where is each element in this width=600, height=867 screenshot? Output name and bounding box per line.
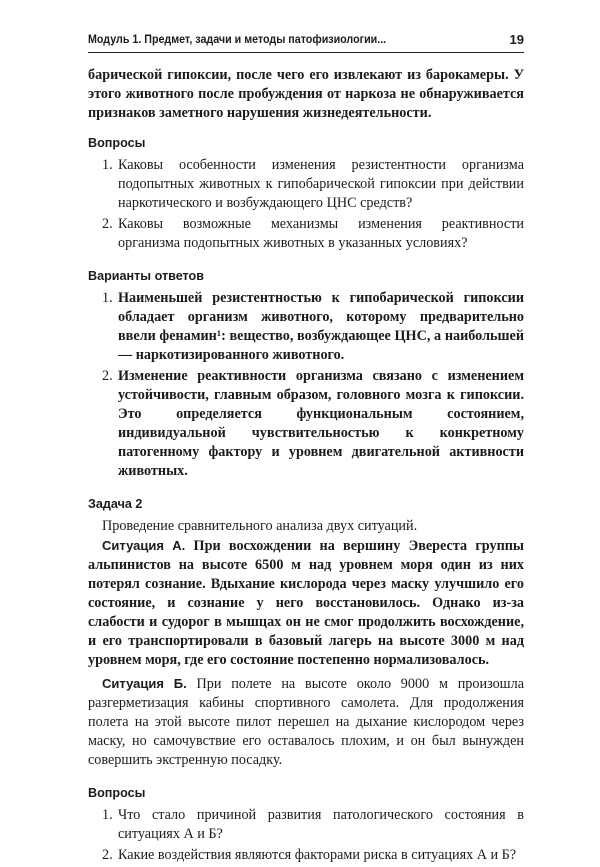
questions-list: [88, 156, 524, 253]
questions2-list: [88, 806, 524, 865]
answers-heading: Варианты ответов: [88, 269, 204, 283]
item-text: Какие воздействия являются факторами риска в ситуациях А и Б?: [118, 847, 517, 863]
item-text: Каковы возможные механизмы изменения реактивности организма подопытных животных в указанных условиях?: [118, 216, 524, 251]
page-body: [88, 66, 524, 867]
item-number: 1.: [102, 290, 113, 306]
list-item: [88, 156, 524, 213]
page-header: [88, 30, 524, 53]
page-number: 19: [509, 32, 524, 47]
item-text: Изменение реактивности организма связано с изменением устойчивости, главным образом, головного мозга к гипоксии. Это определяется функциональным состоянием, индивидуальной чувствительностью к конкретному патогенному фактору и уровнем двигательной активности животных.: [118, 368, 524, 479]
situation-b-paragraph: [88, 674, 524, 770]
item-number: 2.: [102, 368, 113, 384]
item-number: 1.: [102, 157, 113, 173]
item-text: Что стало причиной развития патологического состояния в ситуациях А и Б?: [118, 807, 524, 842]
situation-a-text: При восхождении на вершину Эвереста группы альпинистов на высоте 6500 м над уровнем моря один из них потерял сознание. Вдыхание кислорода через маску улучшило его состояние, и сознание у него восстановилось. Однако из-за слабости и судорог в мышцах он не смог продолжить восхождение, и его транспортировали в базовый лагерь на высоте 3000 м над уровнем моря, где его состояние постепенно нормализовалось.: [88, 538, 524, 668]
item-number: 2.: [102, 847, 113, 863]
task2-intro: Проведение сравнительного анализа двух ситуаций.: [102, 518, 418, 534]
task2-heading: Задача 2: [88, 497, 143, 511]
questions-heading: Вопросы: [88, 136, 146, 150]
list-item: [88, 289, 524, 365]
situation-a-label: Ситуация А.: [102, 538, 186, 553]
situation-b-label: Ситуация Б.: [102, 676, 187, 691]
item-text: Наименьшей резистентностью к гипобарической гипоксии обладает организм животного, которому предварительно ввели фенамин¹: вещество, возбуждающее ЦНС, а наибольшей — наркотизированного животного.: [118, 290, 524, 363]
list-item: [88, 846, 524, 865]
list-item: [88, 806, 524, 844]
list-item: [88, 215, 524, 253]
item-text: Каковы особенности изменения резистентности организма подопытных животных к гипобарической гипоксии при действии наркотического и возбуждающего ЦНС средств?: [118, 157, 524, 211]
item-number: 1.: [102, 807, 113, 823]
intro-paragraph: барической гипоксии, после чего его извлекают из барокамеры. У этого животного после пробуждения от наркоза не обнаруживается признаков заметного нарушения жизнедеятельности.: [88, 67, 524, 121]
list-item: [88, 367, 524, 481]
running-title: Модуль 1. Предмет, задачи и методы патофизиологии...: [88, 34, 387, 46]
answers-list: [88, 289, 524, 481]
situation-a-paragraph: [88, 536, 524, 670]
situation-b-text: При полете на высоте около 9000 м произошла разгерметизация кабины спортивного самолета. Для продолжения полета на этой высоте пилот перешел на дыхание кислородом через маску, но самочувствие его оставалось плохим, и он был вынужден совершить экстренную посадку.: [88, 676, 524, 768]
questions2-heading: Вопросы: [88, 786, 146, 800]
item-number: 2.: [102, 216, 113, 232]
